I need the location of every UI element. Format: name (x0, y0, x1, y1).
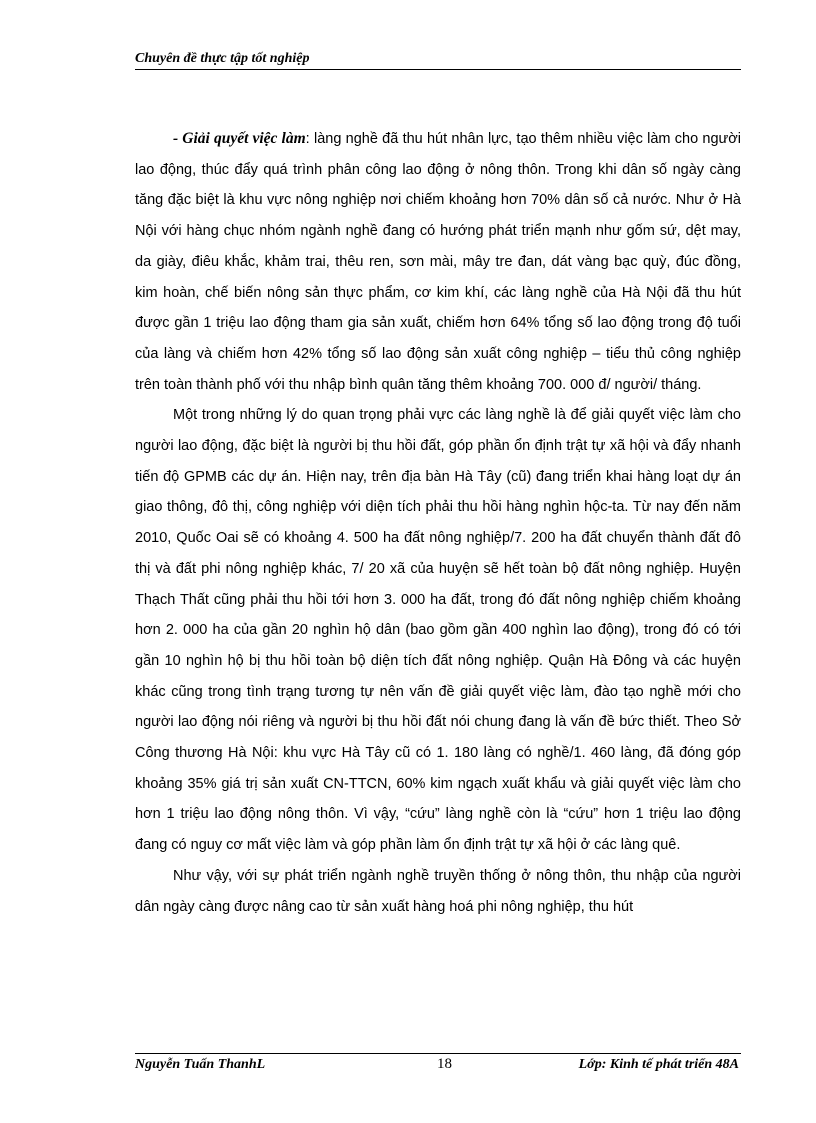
paragraph-lead: - Giải quyết việc làm (173, 130, 306, 147)
page-header (135, 49, 741, 70)
paragraph-conclusion: Như vậy, với sự phát triển ngành nghề truyền thống ở nông thôn, thu nhập của người dân ngày càng được nâng cao từ sản xuất hàng hoá phi nông nghiệp, thu hút (135, 867, 741, 915)
paragraph-text: : làng nghề đã thu hút nhân lực, tạo thêm nhiều việc làm cho người lao động, thúc đẩy quá trình phân công lao động ở nông thôn. Trong khi dân số ngày càng tăng đặc biệt là khu vực nông nghiệp nơi chiếm khoảng hơn 70% dân số cả nước. Như ở Hà Nội với hàng chục nhóm ngành nghề đang có hướng phát triển mạnh như gốm sứ, dệt may, da giày, điêu khắc, khảm trai, thêu ren, sơn mài, mây tre đan, dát vàng bạc quỳ, đúc đồng, kim hoàn, chế biến nông sản thực phẩm, cơ kim khí, các làng nghề của Hà Nội đã thu hút được gần 1 triệu lao động tham gia sản xuất, chiếm hơn 64% tổng số lao động trong độ tuổi của làng và chiếm hơn 42% tổng số lao động sản xuất công nghiệp – tiểu thủ công nghiệp trên toàn thành phố với thu nhập bình quân tăng thêm khoảng 700. 000 đ/ người/ tháng. (135, 131, 741, 393)
page-footer (135, 1053, 741, 1084)
paragraph-reasons: Một trong những lý do quan trọng phải vực các làng nghề là để giải quyết việc làm cho người lao động, đặc biệt là người bị thu hồi đất, góp phần ổn định trật tự xã hội và đẩy nhanh tiến độ GPMB các dự án. Hiện nay, trên địa bàn Hà Tây (cũ) đang triển khai hàng loạt dự án giao thông, đô thị, công nghiệp với diện tích phải thu hồi hàng nghìn hộc-ta. Từ nay đến năm 2010, Quốc Oai sẽ có khoảng 4. 500 ha đất nông nghiệp/7. 200 ha đất chuyển thành đất đô thị và đất phi nông nghiệp khác, 7/ 20 xã của huyện sẽ hết toàn bộ đất nông nghiệp. Huyện Thạch Thất cũng phải thu hồi tới hơn 3. 000 ha đất, trong đó đất nông nghiệp chiếm khoảng hơn 2. 000 ha của gần 20 nghìn hộ dân (bao gồm gần 400 nghìn lao động), trong đó có tới gần 10 nghìn hộ bị thu hồi toàn bộ diện tích đất nông nghiệp. Quận Hà Đông và các huyện khác cũng trong tình trạng tương tự nên vấn đề giải quyết việc làm, đào tạo nghề mới cho người lao động nói riêng và người bị thu hồi đất nói chung đang là vấn đề bức thiết. Theo Sở Công thương Hà Nội: khu vực Hà Tây cũ có 1. 180 làng có nghề/1. 460 làng, đã đóng góp khoảng 35% giá trị sản xuất CN-TTCN, 60% kim ngạch xuất khẩu và giải quyết việc làm cho hơn 1 triệu lao động nông thôn. Vì vậy, “cứu” làng nghề còn là “cứu” hơn 1 triệu lao động đang có nguy cơ mất việc làm và góp phần làm ổn định trật tự xã hội ở các làng quê. (135, 407, 741, 854)
footer-class-label: Lớp: Kinh tế phát triển 48A (578, 1057, 739, 1072)
header-title: Chuyên đề thực tập tốt nghiệp (135, 51, 310, 66)
page-number: 18 (437, 1056, 452, 1072)
document-body (135, 124, 741, 922)
footer-author: Nguyễn Tuấn ThanhL (135, 1057, 266, 1072)
paragraph-job-creation (135, 124, 741, 400)
